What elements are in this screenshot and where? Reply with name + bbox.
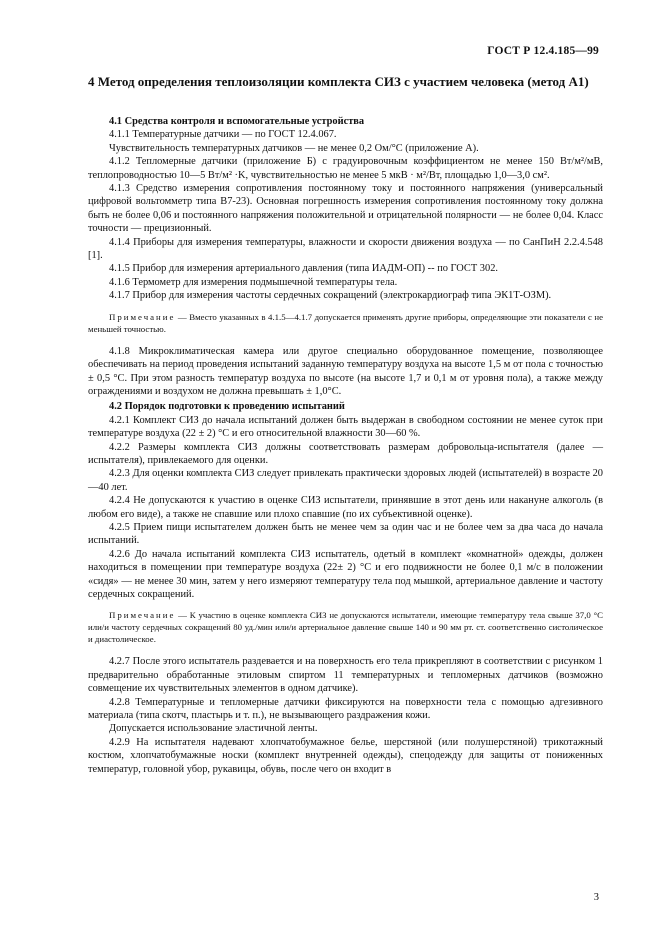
- paragraph-4-1-7: 4.1.7 Прибор для измерения частоты сердечных сокращений (электрокардиограф типа ЭК1Т-ОЗМ).: [109, 290, 552, 302]
- section-title: 4 Метод определения теплоизоляции комплекта СИЗ с участием человека (метод А1): [88, 74, 589, 89]
- paragraph-4-2-4: 4.2.4 Не допускаются к участию в оценке СИЗ испытатели, принявшие в этот день или накануне алкоголь (в любом его виде), а также не спавшие или плохо спавшие (по их субъективной оценке).: [88, 495, 603, 520]
- note-4-1: [88, 311, 603, 335]
- paragraph-4-2-6: 4.2.6 До начала испытаний комплекта СИЗ испытатель, одетый в комплект «комнатной» одежды, должен находиться в помещении при температуре воздуха (22± 2) °С и его подвижности не более 0,1 м/с в положении «сидя» — не менее 30 мин, затем у него измеряют температуру тела под мышкой, артериальное давление и частоту сердечных сокращений.: [88, 548, 603, 600]
- paragraph-4-1-5: 4.1.5 Прибор для измерения артериального давления (типа ИАДМ-ОП) -- по ГОСТ 302.: [109, 263, 498, 275]
- paragraph-4-1-3: 4.1.3 Средство измерения сопротивления постоянному току и постоянного напряжения (универсальный цифровой вольтомметр типа В7-23). Основная погрешность измерения сопротивления постоянному току должна быть не более 0,06 и постоянного напряжения положительной и отрицательной полярности — не более 0,04. Класс точности — прецизионный.: [88, 183, 603, 235]
- subsection-heading-4-1: 4.1 Средства контроля и вспомогательные устройства: [109, 116, 365, 127]
- note-text: — Вместо указанных в 4.1.5—4.1.7 допускается применять другие приборы, определяющие эти показатели с не меньшей точностью.: [88, 311, 603, 334]
- page-number: 3: [593, 892, 599, 903]
- paragraph-4-2-7: 4.2.7 После этого испытатель раздевается и на поверхность его тела прикрепляют в соответствии с рисунком 1 предварительно обработанные этиловым спиртом 11 температурных и тепломерных датчиков (возможно совмещение их чувствительных элементов в одном датчике).: [88, 656, 603, 695]
- subsection-heading-4-2: 4.2 Порядок подготовки к проведению испытаний: [109, 401, 345, 413]
- paragraph-4-1-6: 4.1.6 Термометр для измерения подмышечной температуры тела.: [109, 276, 398, 288]
- paragraph-4-2-2: 4.2.2 Размеры комплекта СИЗ должны соответствовать размерам добровольца-испытателя (далее — испытателя), привлекаемого для оценки.: [88, 441, 603, 466]
- paragraph-4-2-3: 4.2.3 Для оценки комплекта СИЗ следует привлекать практически здоровых людей (испытателей) в возрасте 20—40 лет.: [88, 468, 603, 493]
- note-label: Примечание: [109, 610, 176, 621]
- paragraph-4-2-8: 4.2.8 Температурные и тепломерные датчики фиксируются на поверхности тела с помощью адгезивного материала (типа скотч, пластырь и т. п.), не вызывающего раздражения кожи.: [88, 696, 603, 722]
- paragraph-4-1-2: 4.1.2 Тепломерные датчики (приложение Б) с градуировочным коэффициентом не менее 150 Вт/м²/мВ, теплопроводностью 10—5 Вт/м² ·K, чувствительностью не менее 5 мкВ · м²/Вт, площадью 1,0—3,0 см².: [88, 156, 603, 181]
- paragraph-elastic-tape: Допускается использование эластичной ленты.: [109, 723, 318, 735]
- paragraph-4-1-1: 4.1.1 Температурные датчики — по ГОСТ 12.4.067.: [109, 129, 337, 141]
- paragraph-sensitivity: Чувствительность температурных датчиков — не менее 0,2 Ом/°С (приложение А).: [109, 142, 479, 154]
- paragraph-4-1-4: 4.1.4 Приборы для измерения температуры, влажности и скорости движения воздуха — по СанПиН 2.2.4.548 [1].: [88, 236, 603, 262]
- paragraph-4-2-9: 4.2.9 На испытателя надевают хлопчатобумажное белье, шерстяной (или полушерстяной) трикотажный костюм, хлопчатобумажные носки (комплект внутренней одежды), спецодежду для защиты от пониженных температур, головной убор, рукавицы, обувь, после чего он входит в: [88, 736, 603, 775]
- note-label: Примечание: [109, 311, 176, 322]
- document-code-header: ГОСТ Р 12.4.185—99: [487, 45, 599, 57]
- paragraph-4-2-5: 4.2.5 Прием пищи испытателем должен быть не менее чем за один час и не более чем за два часа до начала испытаний.: [88, 521, 603, 547]
- paragraph-4-2-1: 4.2.1 Комплект СИЗ до начала испытаний должен быть выдержан в свободном состоянии не менее суток при температуре воздуха (22 ± 2) °С и его относительной влажности 30—60 %.: [88, 414, 603, 440]
- note-4-2: [88, 609, 603, 645]
- document-body: [88, 113, 603, 776]
- note-text: — К участию в оценке комплекта СИЗ не допускаются испытатели, имеющие температуру тела свыше 37,0 °С или/и частоту сердечных сокращений 80 уд./мин или/и артериальное давление свыше 140 и 90 мм рт. ст. соответственно систолическое и диастолическое.: [88, 610, 603, 645]
- paragraph-4-1-8: 4.1.8 Микроклиматическая камера или другое специально оборудованное помещение, позволяющее обеспечивать на период проведения испытаний заданную температуру воздуха на высоте 1,5 м от пола с точностью ± 0,5 °С. При этом разность температур воздуха по высоте (на высоте 1,7 и 0,1 м от уровня пола), а также между ограждениями и воздухом не должна превышать ± 1,0°С.: [88, 345, 603, 397]
